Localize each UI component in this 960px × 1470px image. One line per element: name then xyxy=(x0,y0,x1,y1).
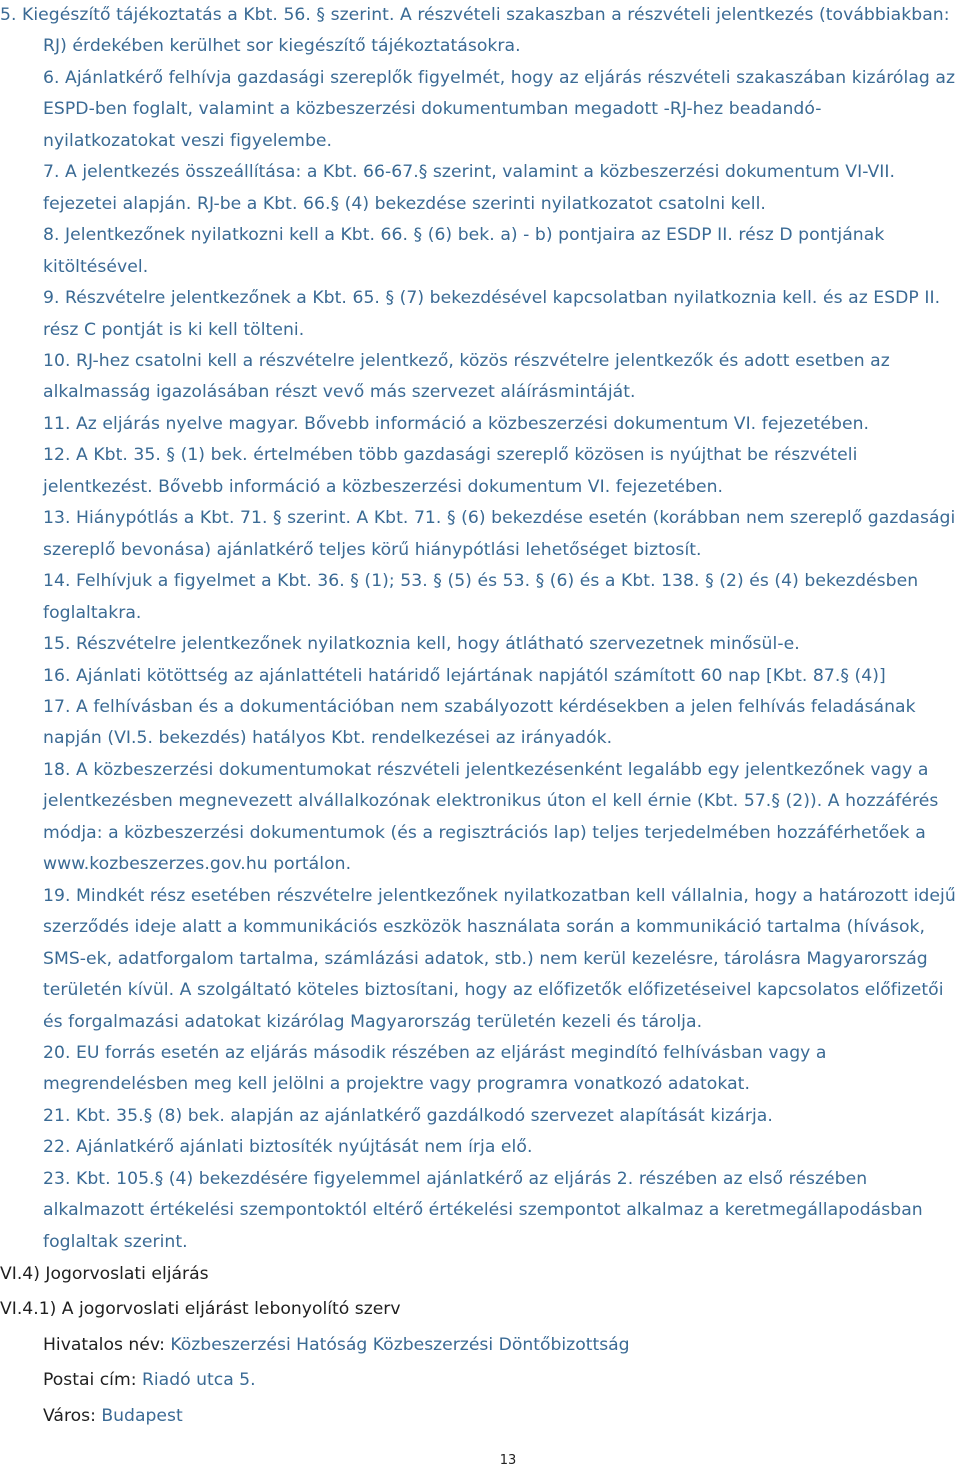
list-item: 8. Jelentkezőnek nyilatkozni kell a Kbt. 66. § (6) bek. a) - b) pontjaira az ESDP II. rész D pontjának kitöltésével. xyxy=(43,225,885,277)
list-item: 18. A közbeszerzési dokumentumokat részvételi jelentkezésenként legalább egy jelentkezőnek vagy a jelentkezésben megnevezett alvállalkozónak elektronikus úton el kell érnie (Kbt. 57.§ (2)). A hozzáférés módja: a közbeszerzési dokumentumok (és a regisztrációs lap) teljes terjedelmében hozzáférhetőek a www.kozbeszerzes.gov.hu portálon. xyxy=(43,759,939,875)
list-item: 9. Részvételre jelentkezőnek a Kbt. 65. § (7) bekezdésével kapcsolatban nyilatkoznia kell. és az ESDP II. rész C pontját is ki kell tölteni. xyxy=(43,288,941,340)
city-label: Város: xyxy=(43,1406,102,1426)
list-item: 15. Részvételre jelentkezőnek nyilatkoznia kell, hogy átlátható szervezetnek minősül-e. xyxy=(43,634,800,655)
list-item: 10. RJ-hez csatolni kell a részvételre jelentkező, közös részvételre jelentkezők és adott esetben az alkalmasság igazolásában részt vevő más szervezet aláírásmintáját. xyxy=(43,350,890,403)
city-value: Budapest xyxy=(101,1406,183,1426)
city-row xyxy=(43,1404,183,1428)
list-item: 7. A jelentkezés összeállítása: a Kbt. 66-67.§ szerint, valamint a közbeszerzési dokumentum VI-VII. fejezetei alapján. RJ-be a Kbt. 66.§ (4) bekezdése szerinti nyilatkozatot csatolni kell. xyxy=(43,162,896,214)
list-item: 11. Az eljárás nyelve magyar. Bővebb információ a közbeszerzési dokumentum VI. fejezetében. xyxy=(43,413,870,434)
section-heading: VI.4) Jogorvoslati eljárás xyxy=(0,1264,209,1284)
list-item: 6. Ajánlatkérő felhívja gazdasági szereplők figyelmét, hogy az eljárás részvételi szakaszában kizárólag az ESPD-ben foglalt, valamint a közbeszerzési dokumentumban megadott -RJ-hez beadandó- nyilatkozatokat veszi figyelembe. xyxy=(43,67,956,151)
official-name-value: Közbeszerzési Hatóság Közbeszerzési Döntőbizottság xyxy=(170,1335,630,1355)
list-item: 16. Ajánlati kötöttség az ajánlattételi határidő lejártának napjától számított 60 nap [Kbt. 87.§ (4)] xyxy=(43,665,886,686)
official-name-label: Hivatalos név: xyxy=(43,1335,171,1355)
list-item: 22. Ajánlatkérő ajánlati biztosíték nyújtását nem írja elő. xyxy=(43,1137,533,1158)
list-item: 13. Hiánypótlás a Kbt. 71. § szerint. A Kbt. 71. § (6) bekezdése esetén (korábban nem szereplő gazdasági szereplő bevonása) ajánlatkérő teljes körű hiánypótlási lehetőséget biztosít. xyxy=(43,508,956,560)
subsection-heading: VI.4.1) A jogorvoslati eljárást lebonyolító szerv xyxy=(0,1299,401,1319)
list-item: 23. Kbt. 105.§ (4) bekezdésére figyelemmel ajánlatkérő az eljárás 2. részében az első részében alkalmazott értékelési szempontoktól eltérő értékelési szempontot alkalmaz a keretmegállapodásban foglaltak szerint. xyxy=(43,1168,923,1252)
list-item: 21. Kbt. 35.§ (8) bek. alapján az ajánlatkérő gazdálkodó szervezet alapítását kizárja. xyxy=(43,1105,773,1126)
list-item: 14. Felhívjuk a figyelmet a Kbt. 36. § (1); 53. § (5) és 53. § (6) és a Kbt. 138. § (2) és (4) bekezdésben foglaltakra. xyxy=(43,571,919,623)
list-item: 5. Kiegészítő tájékoztatás a Kbt. 56. § szerint. A részvételi szakaszban a részvételi jelentkezés (továbbiakban: RJ) érdekében kerülhet sor kiegészítő tájékoztatásokra. xyxy=(0,5,950,57)
page-number: 13 xyxy=(499,1453,517,1468)
postal-address-value: Riadó utca 5. xyxy=(141,1370,256,1390)
list-item: 20. EU forrás esetén az eljárás második részében az eljárást megindító felhívásban vagy a megrendelésben meg kell jelölni a projektre vagy programra vonatkozó adatokat. xyxy=(43,1042,827,1095)
official-name-row xyxy=(43,1333,630,1357)
postal-address-label: Postai cím: xyxy=(43,1370,142,1390)
list-item: 17. A felhívásban és a dokumentációban nem szabályozott kérdésekben a jelen felhívás feladásának napján (VI.5. bekezdés) hatályos Kbt. rendelkezései az irányadók. xyxy=(43,696,916,749)
list-item: 12. A Kbt. 35. § (1) bek. értelmében több gazdasági szereplő közösen is nyújthat be részvételi jelentkezést. Bővebb információ a közbeszerzési dokumentum VI. fejezetében. xyxy=(43,445,858,497)
postal-address-row xyxy=(43,1368,256,1392)
list-item: 19. Mindkét rész esetében részvételre jelentkezőnek nyilatkozatban kell vállalnia, hogy a határozott idejű szerződés ideje alatt a kommunikációs eszközök használata során a kommunikáció tartalma (hívások, SMS-ek, adatforgalom tartalma, számlázási adatok, stb.) nem kerül kezelésre, tárolásra Magyarország területén kívül. A szolgáltató köteles biztosítani, hogy az előfizetők előfizetéseivel kapcsolatos előfizetői és forgalmazási adatokat kizárólag Magyarország területén kezeli és tárolja. xyxy=(43,885,956,1032)
